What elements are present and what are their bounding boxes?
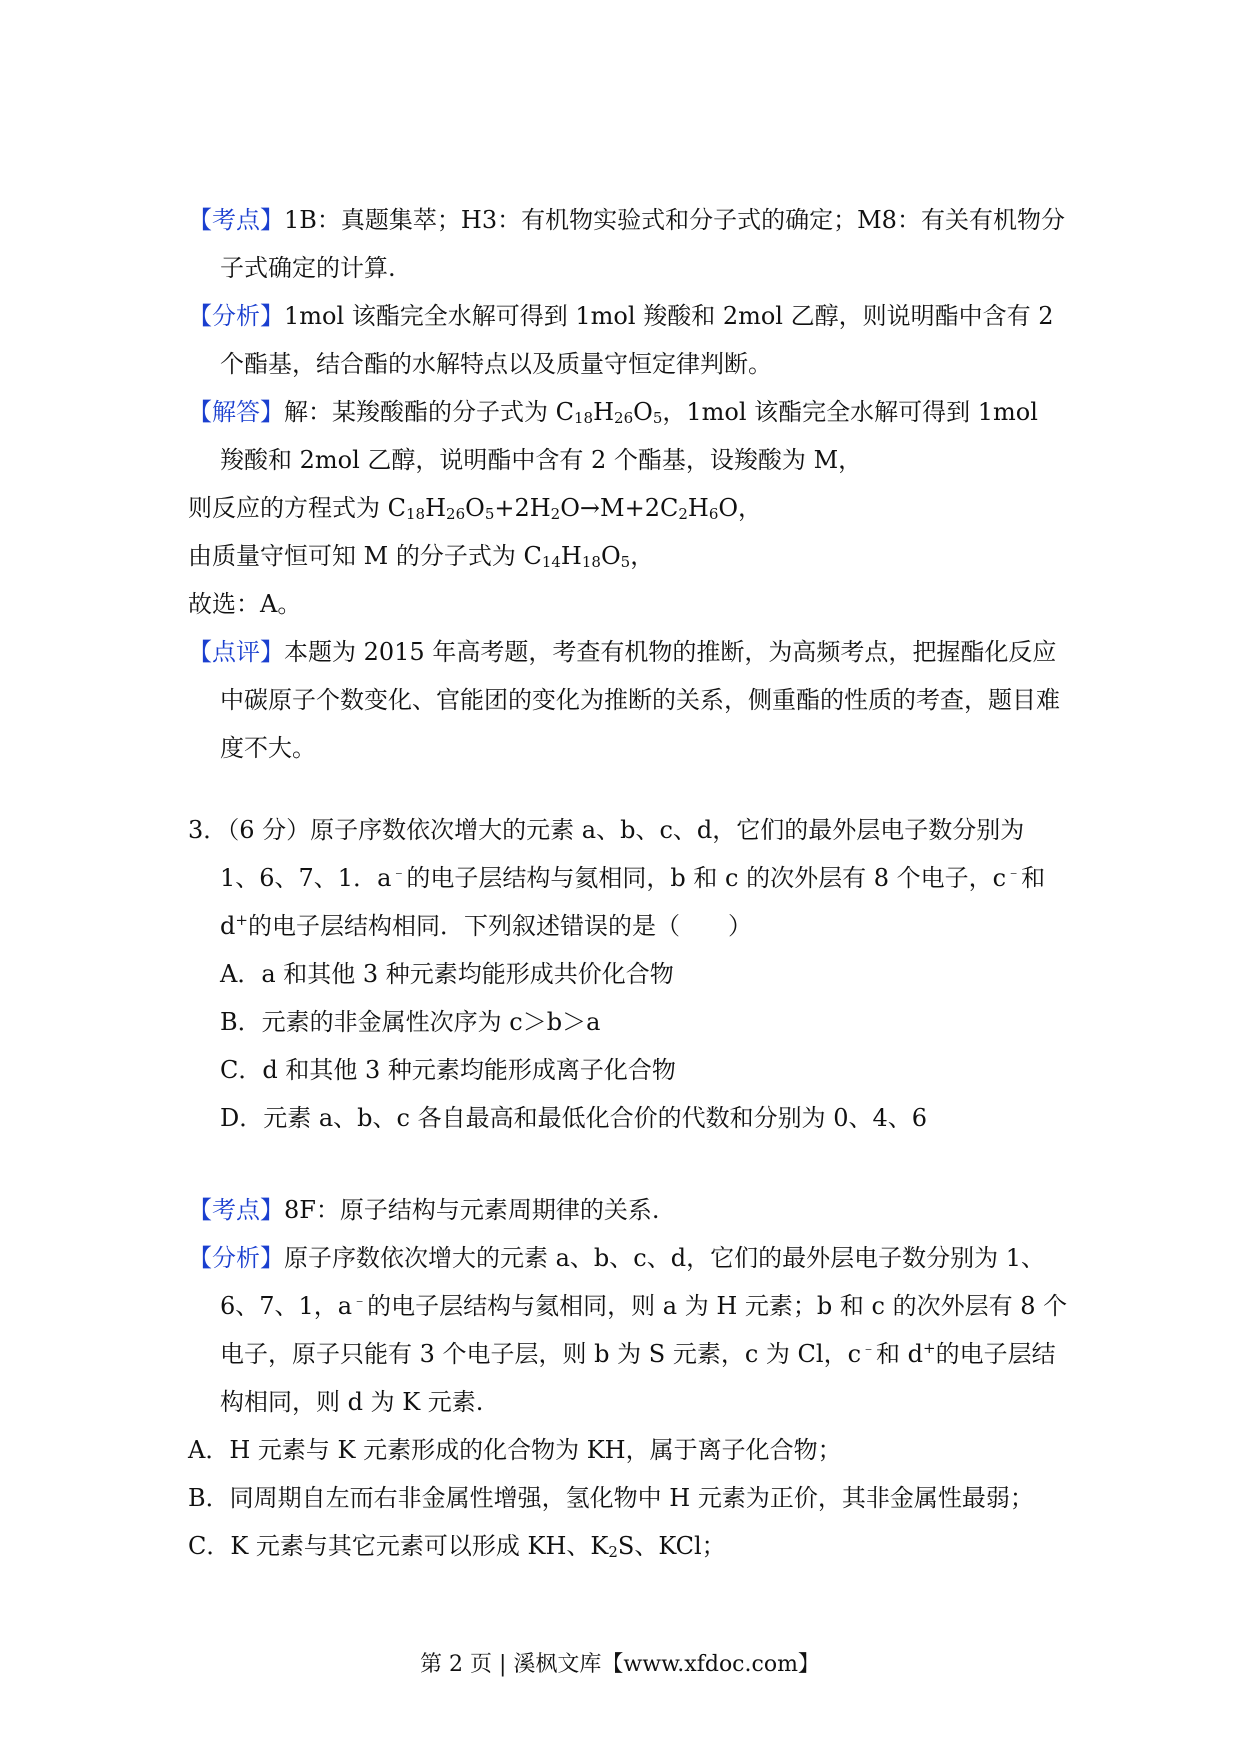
q3-stem-b: 的电子层结构与氦相同，b 和 c 的次外层有 8 个电子，c	[406, 864, 1007, 892]
q3-fenxi-b: 的电子层结构与氦相同，则 a 为 H 元素；b 和 c 的次外层有 8 个电子，原子只能有 3 个电子层，则 b 为 S 元素，c 为 Cl，c	[220, 1292, 1068, 1368]
q3-kaodian	[188, 1186, 1068, 1234]
q3-line-b: B．同周期自左而右非金属性增强，氢化物中 H 元素为正价，其非金属性最弱；	[188, 1484, 1034, 1512]
q2-kaodian-text: 1B：真题集萃；H3：有机物实验式和分子式的确定；M8：有关有机物分子式确定的计算.	[220, 206, 1065, 282]
q2-fenxi	[188, 292, 1068, 388]
q3-stem-d: 的电子层结构相同．下列叙述错误的是（ ）	[247, 912, 752, 940]
q3-line-c	[188, 1522, 1068, 1570]
subscript: 18	[406, 505, 426, 523]
q3-option-c: C．d 和其他 3 种元素均能形成离子化合物	[220, 1056, 676, 1084]
formula-part: H	[593, 398, 615, 426]
q3-stem	[188, 806, 1068, 950]
subscript: 2	[608, 1543, 618, 1561]
subscript: 5	[652, 409, 663, 427]
subscript: 14	[541, 553, 561, 571]
q2-choose: 故选：A。	[188, 590, 302, 618]
subscript: 26	[614, 409, 634, 427]
q3-option-b: B．元素的非金属性次序为 c＞b＞a	[220, 1008, 601, 1036]
q2-kaodian	[188, 196, 1068, 292]
q3-kaodian-text: 8F：原子结构与元素周期律的关系.	[284, 1196, 660, 1224]
spacer	[188, 1142, 1068, 1186]
superscript: +	[923, 1339, 936, 1357]
superscript: ﹣	[352, 1291, 368, 1309]
formula-part: O	[600, 542, 621, 570]
q3-option-a: A．a 和其他 3 种元素均能形成共价化合物	[220, 960, 674, 988]
q2-mass-line: 由质量守恒可知 M 的分子式为 $C_{14}H_{18}O_5$，	[188, 542, 655, 571]
q3-stem-a: 3．（6 分）原子序数依次增大的元素 a、b、c、d，它们的最外层电子数分别为 1、6、7、1．a	[188, 816, 1025, 892]
q3-line-c-post: S、KCl；	[617, 1532, 726, 1560]
tag-jieda: 【解答】	[188, 398, 284, 426]
q2-dianping	[188, 628, 1068, 772]
page-footer: 第 2 页 | 溪枫文库【www.xfdoc.com】	[420, 1652, 820, 1677]
mass-pre: 由质量守恒可知 M 的分子式为 C	[188, 542, 542, 570]
subscript: 18	[574, 409, 594, 427]
subscript: 6	[708, 505, 719, 523]
superscript: ﹣	[391, 863, 407, 881]
superscript: ﹣	[861, 1339, 877, 1357]
q2-dianping-text: 本题为 2015 年高考题，考查有机物的推断，为高频考点，把握酯化反应中碳原子个数变化、官能团的变化为推断的关系，侧重酯的性质的考查，题目难度不大。	[220, 638, 1060, 762]
tag-kaodian: 【考点】	[188, 1196, 284, 1224]
eq-tail: O，	[718, 494, 763, 522]
subscript: 18	[581, 553, 601, 571]
q3-line-a: A．H 元素与 K 元素形成的化合物为 KH，属于离子化合物；	[188, 1436, 842, 1464]
subscript: 2	[678, 505, 688, 523]
q2-jieda-mid: ，1mol 该酯完全水解可得到 1mol 羧酸和 2mol 乙醇，说明酯中含有 2 个酯基，设羧酸为 M，	[220, 398, 1038, 474]
subscript: 5	[484, 505, 495, 523]
superscript: ﹣	[1006, 863, 1022, 881]
q2-jieda	[188, 388, 1068, 484]
subscript: 5	[620, 553, 631, 571]
formula-part: H	[560, 542, 582, 570]
formula-part: O→M+2C	[560, 494, 679, 522]
q2-fenxi-text: 1mol 该酯完全水解可得到 1mol 羧酸和 2mol 乙醇，则说明酯中含有 2 个酯基，结合酯的水解特点以及质量守恒定律判断。	[220, 302, 1054, 378]
q3-fenxi-d: 的电子层结构相同，则 d 为 K 元素.	[220, 1340, 1056, 1416]
formula-part: +2H	[494, 494, 551, 522]
subscript: 26	[446, 505, 466, 523]
tag-fenxi: 【分析】	[188, 302, 284, 330]
q2-jieda-pre: 解：某羧酸酯的分子式为 C	[284, 398, 574, 426]
formula-part: O	[633, 398, 653, 426]
q3-fenxi-c: 和 d	[876, 1340, 924, 1368]
q3-fenxi-a: 原子序数依次增大的元素 a、b、c、d，它们的最外层电子数分别为 1、6、7、1，a	[220, 1244, 1046, 1320]
q3-stem-c: 和 d	[220, 864, 1046, 940]
q3-fenxi	[188, 1234, 1068, 1426]
superscript: +	[235, 911, 248, 929]
tag-dianping: 【点评】	[188, 638, 284, 666]
eq-pre: 则反应的方程式为 C	[188, 494, 406, 522]
q3-line-c-pre: C．K 元素与其它元素可以形成 KH、K	[188, 1532, 609, 1560]
tag-fenxi: 【分析】	[188, 1244, 284, 1272]
subscript: 2	[550, 505, 561, 523]
q2-equation	[188, 484, 1068, 532]
formula-part: H	[425, 494, 447, 522]
formula-part: H	[687, 494, 709, 522]
page-content	[188, 196, 1068, 1570]
spacer	[188, 772, 1068, 806]
formula-part: O	[465, 494, 485, 522]
tag-kaodian: 【考点】	[188, 206, 284, 234]
q3-option-d: D．元素 a、b、c 各自最高和最低化合价的代数和分别为 0、4、6	[220, 1104, 928, 1132]
